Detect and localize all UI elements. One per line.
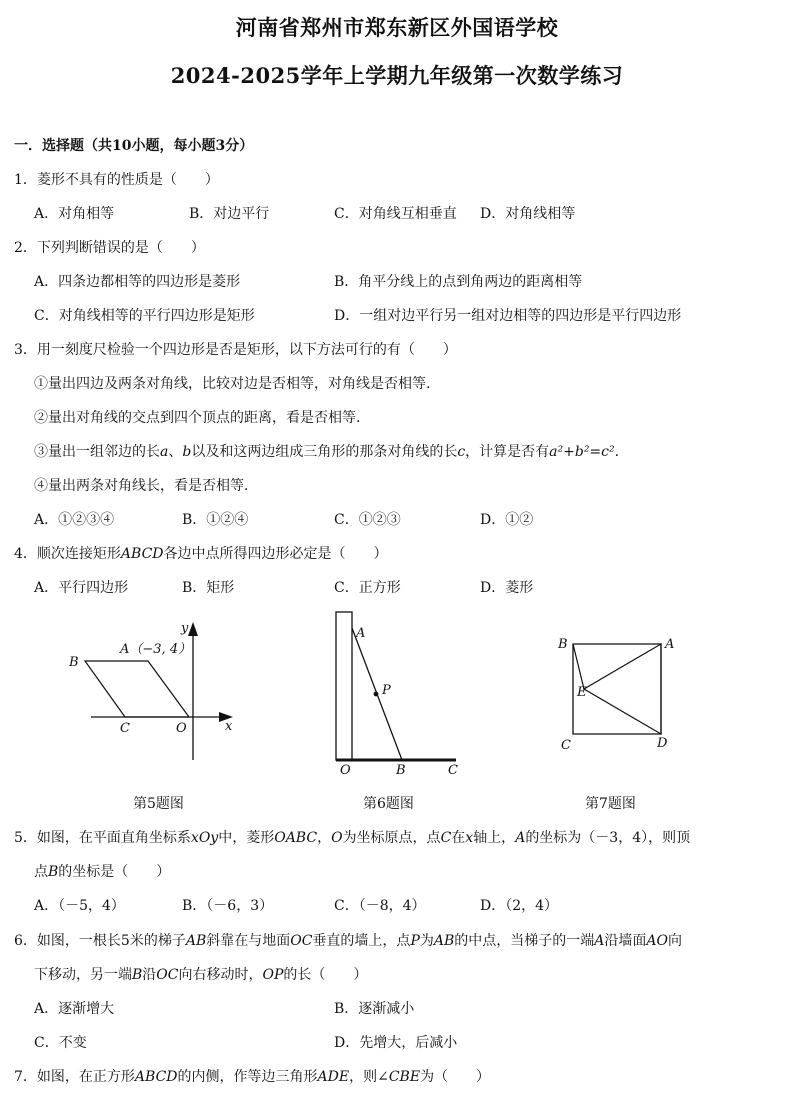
q3-formula: a²+b²=c² xyxy=(549,444,615,460)
fig7-label-a: A xyxy=(665,637,675,652)
q6-option-a: A．逐渐增大 xyxy=(34,1001,115,1017)
q7-stem: 7．如图，在正方形ABCD的内侧，作等边三角形ADE，则∠CBE为（ ） xyxy=(14,1069,491,1085)
q3-option-a: A．①②③④ xyxy=(34,512,115,528)
q3-option-b: B．①②④ xyxy=(182,512,249,528)
fig5-label-a: A（−3, 4） xyxy=(120,642,192,657)
fig6-label-b: B xyxy=(396,763,406,778)
q1-option-a: A．对角相等 xyxy=(34,206,115,222)
q4-option-c: C．正方形 xyxy=(334,580,401,596)
fig7-label-d: D xyxy=(657,736,668,751)
q1-option-c: C．对角线互相垂直 xyxy=(334,206,457,222)
q2-option-b: B．角平分线上的点到角两边的距离相等 xyxy=(334,274,583,290)
q5-stem-line1: 5．如图，在平面直角坐标系xOy中，菱形OABC，O为坐标原点，点C在x轴上，A的坐标为（－3，4），则顶 xyxy=(14,830,691,846)
fig5-caption: 第5题图 xyxy=(133,796,184,812)
q2-option-d: D．一组对边平行另一组对边相等的四边形是平行四边形 xyxy=(334,308,682,324)
figure-5 xyxy=(55,618,245,768)
q2-stem: 2．下列判断错误的是（ ） xyxy=(14,240,205,256)
fig7-label-b: B xyxy=(558,637,568,652)
q6-stem-line1: 6．如图，一根长5米的梯子AB斜靠在与地面OC垂直的墙上，点P为AB的中点，当梯子的一端A沿墙面AO向 xyxy=(14,933,682,949)
fig5-y-arrow-icon xyxy=(188,622,198,636)
q6-option-d: D．先增大，后减小 xyxy=(334,1035,458,1051)
section-heading: 一．选择题（共10小题，每小题3分） xyxy=(14,138,254,154)
fig7-caption: 第7题图 xyxy=(585,796,636,812)
q3-statement-1: ①量出四边及两条对角线，比较对边是否相等，对角线是否相等. xyxy=(34,376,431,392)
q4-option-b: B．矩形 xyxy=(182,580,235,596)
q5-option-c: C．（－8，4） xyxy=(334,898,426,914)
fig6-label-c: C xyxy=(448,763,458,778)
fig5-label-x: x xyxy=(225,719,233,734)
fig6-caption: 第6题图 xyxy=(363,796,414,812)
fig5-label-o: O xyxy=(176,721,187,736)
paper-subtitle: 2024-2025学年上学期九年级第一次数学练习 xyxy=(170,63,624,88)
q3-stem: 3．用一刻度尺检验一个四边形是否是矩形，以下方法可行的有（ ） xyxy=(14,342,457,358)
q3-option-d: D．①② xyxy=(480,512,534,528)
q6-option-c: C．不变 xyxy=(34,1035,87,1051)
fig7-triangle-ade xyxy=(584,644,661,734)
q2-option-c: C．对角线相等的平行四边形是矩形 xyxy=(34,308,255,324)
q4-stem: 4．顺次连接矩形ABCD各边中点所得四边形必定是（ ） xyxy=(14,546,388,562)
q5-option-b: B．（－6，3） xyxy=(182,898,274,914)
fig5-label-b: B xyxy=(69,655,79,670)
paper-title: 河南省郑州市郑东新区外国语学校 xyxy=(235,15,559,40)
q3-statement-3: ③量出一组邻边的长a、b以及和这两边组成三角形的那条对角线的长c，计算是否有a²+b²=c². xyxy=(34,444,620,460)
q4-option-a: A．平行四边形 xyxy=(34,580,129,596)
q4-option-d: D．菱形 xyxy=(480,580,534,596)
q1-option-d: D．对角线相等 xyxy=(480,206,576,222)
q3-statement-4: ④量出两条对角线长，看是否相等. xyxy=(34,478,249,494)
fig7-label-e: E xyxy=(577,685,587,700)
fig6-label-o: O xyxy=(340,763,351,778)
q5-stem-line2: 点B的坐标是（ ） xyxy=(34,864,171,880)
q6-option-b: B．逐渐减小 xyxy=(334,1001,415,1017)
fig6-wall xyxy=(336,612,352,760)
fig6-label-a: A xyxy=(356,626,366,641)
fig5-label-y: y xyxy=(181,621,189,636)
q1-stem: 1．菱形不具有的性质是（ ） xyxy=(14,172,219,188)
fig6-label-p: P xyxy=(382,683,391,698)
fig5-label-c: C xyxy=(120,721,130,736)
q2-option-a: A．四条边都相等的四边形是菱形 xyxy=(34,274,241,290)
fig7-segment-be xyxy=(573,644,584,689)
q3-option-c: C．①②③ xyxy=(334,512,401,528)
q3-statement-2: ②量出对角线的交点到四个顶点的距离，看是否相等. xyxy=(34,410,361,426)
figure-7 xyxy=(553,630,693,756)
q5-option-d: D．（2，4） xyxy=(480,898,559,914)
q5-option-a: A．（－5，4） xyxy=(34,898,125,914)
q6-stem-line2: 下移动，另一端B沿OC向右移动时，OP的长（ ） xyxy=(34,967,368,983)
fig5-rhombus xyxy=(85,661,189,717)
q1-option-b: B．对边平行 xyxy=(189,206,270,222)
fig6-point-p xyxy=(374,692,379,697)
figure-6 xyxy=(330,606,470,778)
fig7-label-c: C xyxy=(561,738,571,753)
